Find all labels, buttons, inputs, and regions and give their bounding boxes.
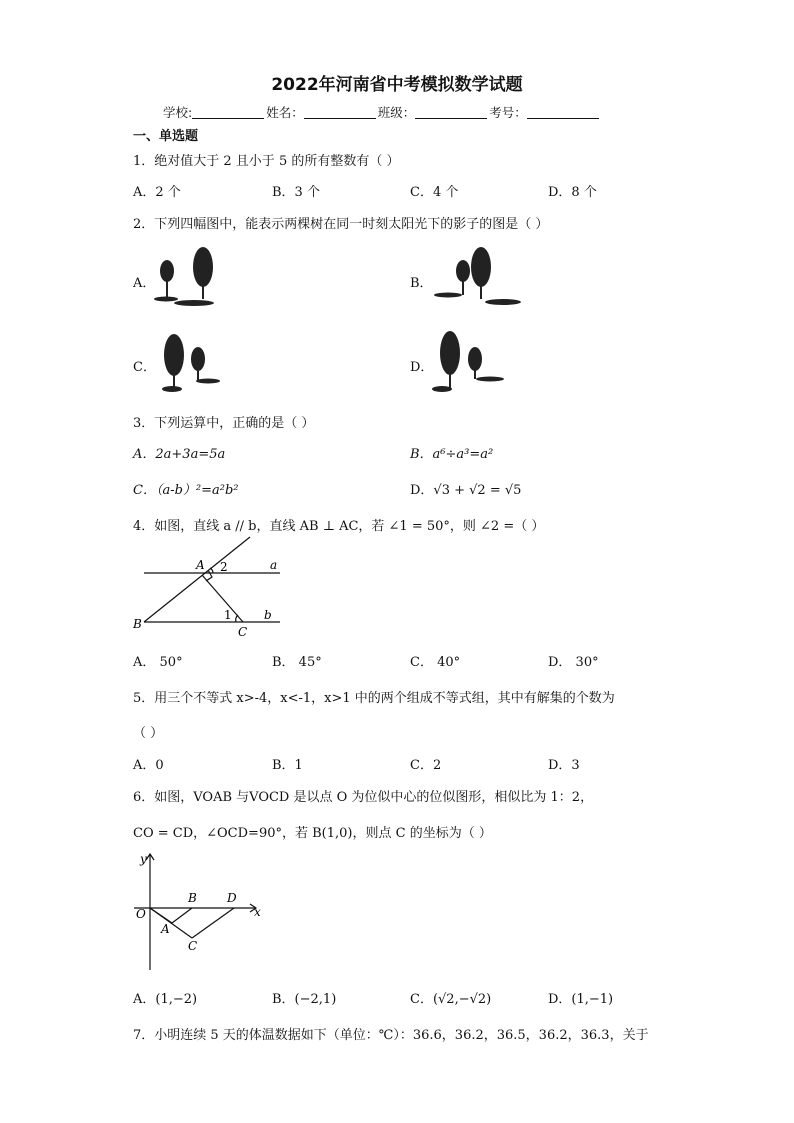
q1-option-b[interactable]: B．3 个 <box>272 185 320 200</box>
line-ab <box>144 537 250 622</box>
q4-label-line-b: b <box>264 608 272 622</box>
class-label: 班级： <box>377 105 416 120</box>
q3-stem: 3．下列运算中，正确的是（ ） <box>133 416 315 431</box>
line-ac <box>202 575 243 622</box>
q6-label-o: O <box>136 907 146 921</box>
q6-stem-cont: CO = CD，∠OCD=90°，若 B(1,0)，则点 C 的坐标为（ ） <box>133 826 492 841</box>
q4-geometry-figure <box>130 535 290 640</box>
exam-no-label: 考号： <box>489 105 527 120</box>
q2-option-b[interactable]: B． <box>410 276 433 291</box>
q2-tree-figure-a <box>150 245 230 310</box>
class-blank[interactable] <box>415 106 487 119</box>
q4-stem: 4．如图，直线 a // b，直线 AB ⊥ AC，若 ∠1 = 50°，则 ∠2 =（ ） <box>133 519 545 534</box>
q2-option-a[interactable]: A． <box>133 276 156 291</box>
page-title: 2022年河南省中考模拟数学试题 <box>271 75 523 95</box>
exam-no-blank[interactable] <box>527 106 599 119</box>
q4-option-c[interactable]: C． 40° <box>410 655 461 670</box>
q2-tree-figure-c <box>150 325 230 395</box>
name-blank[interactable] <box>304 106 376 119</box>
q5-option-d[interactable]: D．3 <box>548 758 580 773</box>
q6-label-a: A <box>161 922 170 936</box>
q6-option-b[interactable]: B．(−2,1) <box>272 992 337 1007</box>
q4-label-line-a: a <box>270 558 278 572</box>
q4-label-c-point: C <box>238 625 248 639</box>
q6-option-d[interactable]: D．(1,−1) <box>548 992 614 1007</box>
school-blank[interactable] <box>192 106 264 119</box>
q1-option-a[interactable]: A．2 个 <box>133 185 181 200</box>
q3-option-c[interactable]: C．（a-b）²=a²b² <box>133 483 239 498</box>
q6-stem: 6．如图，VOAB 与VOCD 是以点 O 为位似中心的位似图形，相似比为 1：2， <box>133 790 594 805</box>
q1-option-d[interactable]: D．8 个 <box>548 185 597 200</box>
q2-tree-figure-b <box>428 245 528 310</box>
q5-stem: 5．用三个不等式 x>-4，x<-1，x>1 中的两个组成不等式组，其中有解集的个数为 <box>133 691 615 706</box>
student-info-line <box>163 103 601 121</box>
q6-label-d: D <box>227 891 237 905</box>
q4-label-angle-2: 2 <box>220 560 228 574</box>
q5-option-a[interactable]: A．0 <box>133 758 164 773</box>
segment-cd <box>192 908 234 938</box>
section-heading: 一、单选题 <box>133 129 199 144</box>
q5-stem-cont: （ ） <box>133 726 164 741</box>
q2-option-c[interactable]: C． <box>133 360 156 375</box>
q7-stem: 7．小明连续 5 天的体温数据如下（单位：℃）：36.6，36.2，36.5，36.2，36.3，关于 <box>133 1028 649 1043</box>
q2-option-d[interactable]: D． <box>410 360 434 375</box>
q5-option-c[interactable]: C．2 <box>410 758 442 773</box>
q5-option-b[interactable]: B．1 <box>272 758 303 773</box>
q2-stem: 2．下列四幅图中，能表示两棵树在同一时刻太阳光下的影子的图是（ ） <box>133 217 549 232</box>
school-label: 学校: <box>163 105 193 120</box>
q1-stem: 1．绝对值大于 2 且小于 5 的所有整数有（ ） <box>133 154 400 169</box>
q4-label-angle-1: 1 <box>224 608 232 622</box>
q4-option-d[interactable]: D． 30° <box>548 655 599 670</box>
q6-label-y: y <box>140 852 147 866</box>
name-label: 姓名： <box>266 105 304 120</box>
q6-label-x: x <box>254 905 261 919</box>
q3-option-d[interactable]: D．√3 + √2 = √5 <box>410 483 522 498</box>
q6-label-c: C <box>188 939 198 953</box>
q6-coordinate-figure <box>130 850 270 975</box>
q6-option-a[interactable]: A．(1,−2) <box>133 992 198 1007</box>
q1-option-c[interactable]: C．4 个 <box>410 185 459 200</box>
q2-tree-figure-d <box>428 323 518 395</box>
q4-option-a[interactable]: A． 50° <box>133 655 183 670</box>
q4-label-a-point: A <box>196 558 205 572</box>
q4-option-b[interactable]: B． 45° <box>272 655 322 670</box>
q3-option-b[interactable]: B．a⁶÷a³=a² <box>410 447 494 462</box>
segment-ab <box>172 908 192 923</box>
q6-label-b: B <box>188 891 197 905</box>
q4-label-b-point: B <box>133 617 142 631</box>
q3-option-a[interactable]: A．2a+3a=5a <box>133 447 226 462</box>
q6-option-c[interactable]: C．(√2,−√2) <box>410 992 492 1007</box>
